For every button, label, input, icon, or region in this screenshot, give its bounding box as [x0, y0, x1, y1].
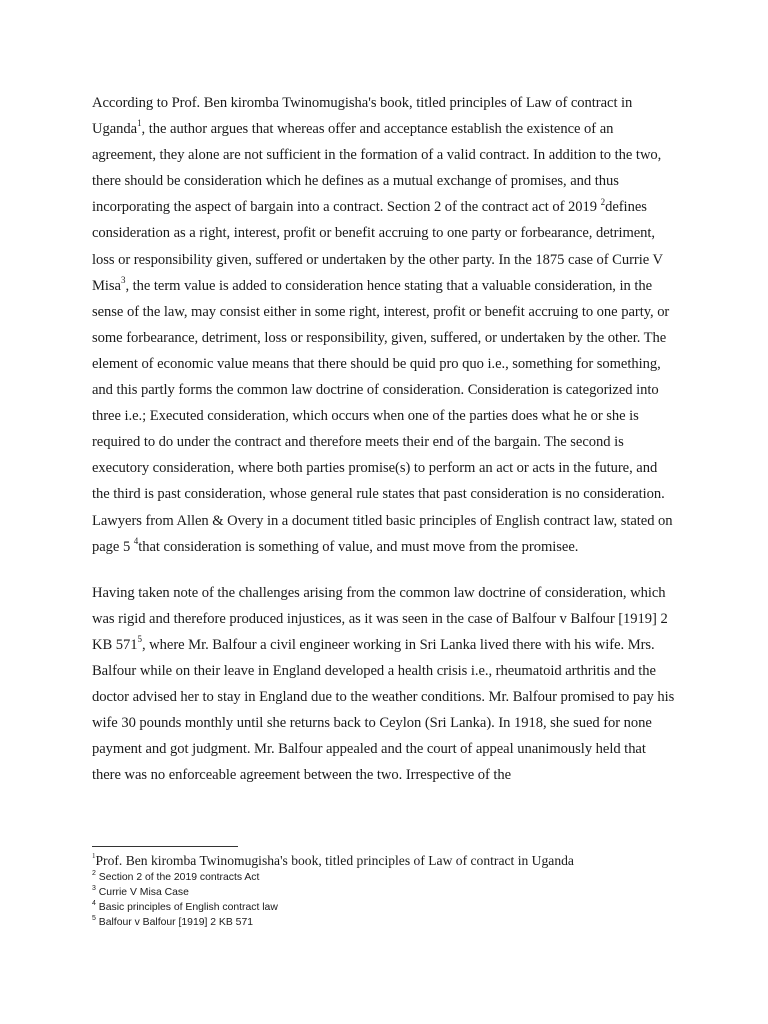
footnote-number: 1	[92, 852, 96, 861]
paragraph-text: , the author argues that whereas offer and acceptance establish the existence of an agreement, they alone are not sufficient in the formation of a valid contract. In addition to the two, there should be consideration which he defines as a mutual exchange of promises, and thus incorporating the aspect of bargain into a contract. Section 2 of the contract act of 2019	[92, 121, 662, 216]
footnote-number: 3	[92, 884, 96, 892]
paragraph-2	[92, 580, 678, 789]
footnote-reference: 5	[137, 634, 142, 645]
footnote-2	[92, 870, 678, 885]
footnote-4	[92, 900, 678, 915]
footnote-reference: 2	[600, 196, 606, 207]
footnote-1	[92, 852, 678, 870]
footnotes	[92, 846, 678, 930]
footnote-number: 5	[92, 914, 96, 922]
footnote-reference: 1	[137, 118, 142, 129]
paragraph-text: According to Prof. Ben kiromba Twinomugisha's book, titled principles of Law of contract in Uganda	[92, 95, 633, 138]
footnote-text: Basic principles of English contract law	[95, 902, 278, 913]
footnote-text: Currie V Misa Case	[95, 887, 189, 898]
paragraph-1	[92, 90, 678, 560]
footnote-text: Prof. Ben kiromba Twinomugisha's book, titled principles of Law of contract in Uganda	[95, 853, 574, 868]
footnote-text: Section 2 of the 2019 contracts Act	[95, 872, 260, 883]
paragraph-text: that consideration is something of value, and must move from the promisee.	[138, 538, 579, 555]
footnote-separator	[92, 846, 238, 847]
document-body	[92, 90, 678, 808]
footnote-number: 2	[92, 869, 96, 877]
footnote-reference: 4	[133, 535, 139, 546]
footnote-text: Balfour v Balfour [1919] 2 KB 571	[95, 917, 254, 928]
footnote-number: 4	[92, 899, 96, 907]
paragraph-text: , where Mr. Balfour a civil engineer working in Sri Lanka lived there with his wife. Mrs. Balfour while on their leave in England developed a health crisis i.e., rheumatoid arthritis and the doctor advised her to stay in England due to the weather conditions. Mr. Balfour promised to pay his wife 30 pounds monthly until she returns back to Ceylon (Sri Lanka). In 1918, she sued for none payment and got judgment. Mr. Balfour appealed and the court of appeal unanimously held that there was no enforceable agreement between the two. Irrespective of the	[92, 636, 675, 784]
footnote-5	[92, 915, 678, 930]
footnote-3	[92, 885, 678, 900]
paragraph-text: defines consideration as a right, interest, profit or benefit accruing to one party or forbearance, detriment, loss or responsibility given, suffered or undertaken by the other party. In the 1875 case of Currie V Misa	[92, 199, 663, 294]
footnote-reference: 3	[121, 274, 126, 285]
paragraph-text: , the term value is added to consideration hence stating that a valuable consideration, in the sense of the law, may consist either in some right, interest, profit or benefit accruing to one party, or some forbearance, detriment, loss or responsibility, given, suffered, or undertaken by the other. The element of economic value means that there should be quid pro quo i.e., something for something, and this partly forms the common law doctrine of consideration. Consideration is categorized into three i.e.; Executed consideration, which occurs when one of the parties does what he or she is required to do under the contract and therefore meets their end of the bargain. The second is executory consideration, where both parties promise(s) to perform an act or acts in the future, and the third is past consideration, whose general rule states that past consideration is no consideration. Lawyers from Allen & Overy in a document titled basic principles of English contract law, stated on page 5	[92, 277, 673, 555]
paragraph-text: Having taken note of the challenges arising from the common law doctrine of consideration, which was rigid and therefore produced injustices, as it was seen in the case of Balfour v Balfour [1919] 2 KB 571	[92, 584, 668, 653]
